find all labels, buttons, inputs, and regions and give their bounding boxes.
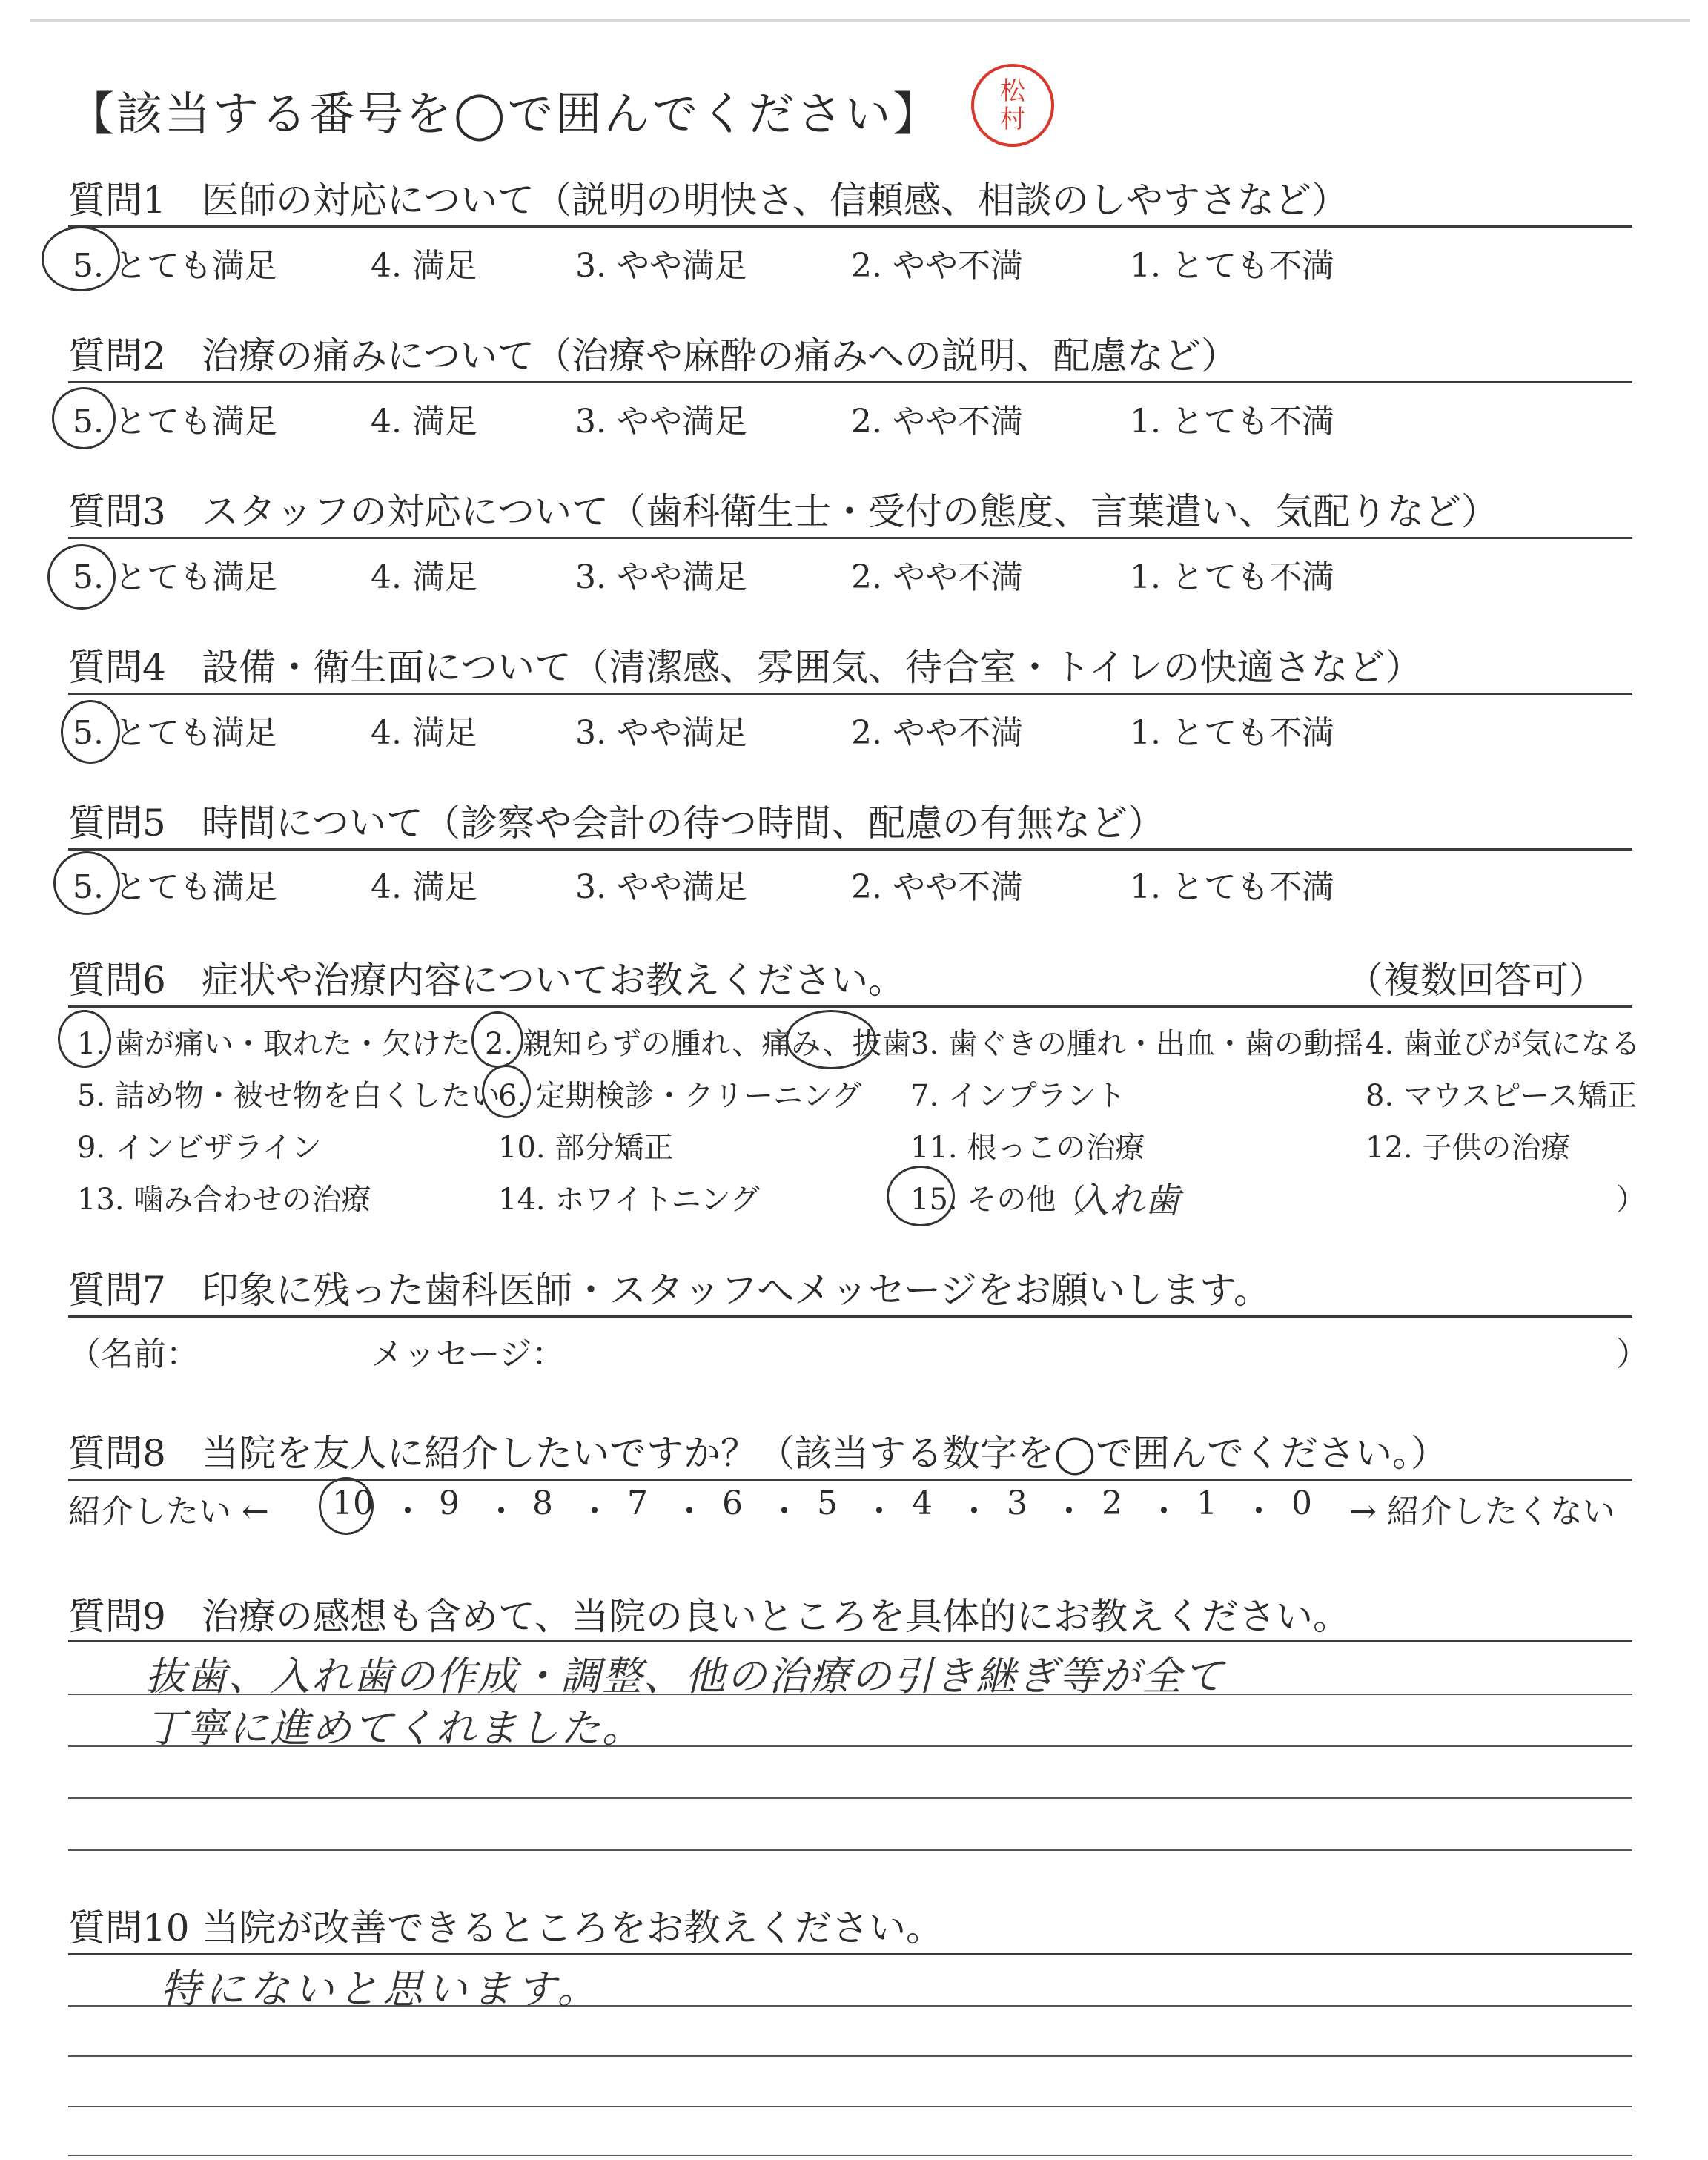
- q6-other-answer: 入れ歯: [1073, 1180, 1181, 1221]
- q5-option-5[interactable]: 5. とても満足: [73, 868, 277, 906]
- q8-dot: ・: [673, 1493, 706, 1530]
- q6-item-4[interactable]: 4. 歯並びが気になる: [1366, 1027, 1641, 1061]
- q6-circle-2: [471, 1011, 523, 1068]
- q8-left-label: 紹介したい ←: [68, 1493, 269, 1530]
- q3-rule: [68, 537, 1632, 539]
- q2-option-4[interactable]: 4. 満足: [371, 403, 477, 440]
- q8-heading: [68, 1424, 1448, 1477]
- q3-number: 質問3: [68, 490, 166, 533]
- q2-heading: [68, 326, 1238, 380]
- q1-option-1[interactable]: 1. とても不満: [1130, 247, 1334, 285]
- q8-dot: ・: [1053, 1493, 1085, 1530]
- q10-answer-line: [68, 2155, 1632, 2156]
- q5-number: 質問5: [68, 802, 166, 845]
- q8-score-4[interactable]: 4: [912, 1484, 933, 1522]
- q10-heading: [68, 1898, 943, 1952]
- q5-heading: [68, 793, 1165, 847]
- q5-option-4[interactable]: 4. 満足: [371, 868, 477, 906]
- q6-heading: [68, 951, 905, 1004]
- q8-text: 当院を友人に紹介したいですか？（該当する数字を◯で囲んでください。）: [202, 1432, 1448, 1475]
- q6-item-9[interactable]: 9. インビザライン: [77, 1131, 322, 1165]
- q3-answer-circle: [47, 544, 116, 610]
- q5-option-1[interactable]: 1. とても不満: [1130, 868, 1334, 906]
- stamp-top-char: 松: [1000, 76, 1025, 106]
- q8-right-label: → 紹介したくない: [1349, 1493, 1615, 1530]
- q6-circle-15: [887, 1166, 955, 1226]
- q6-circle-1: [58, 1010, 111, 1068]
- q4-text: 設備・衛生面について（清潔感、雰囲気、待合室・トイレの快適さなど）: [202, 646, 1423, 689]
- top-border: [30, 19, 1690, 22]
- q6-item-3[interactable]: 3. 歯ぐきの腫れ・出血・歯の動揺: [910, 1027, 1363, 1061]
- q3-option-3[interactable]: 3. やや満足: [575, 558, 747, 596]
- q6-circle-extraction: [786, 1010, 876, 1069]
- q5-text: 時間について（診察や会計の待つ時間、配慮の有無など）: [202, 802, 1165, 845]
- q8-score-1[interactable]: 1: [1196, 1484, 1217, 1522]
- q8-score-7[interactable]: 7: [627, 1484, 648, 1522]
- q6-rule: [68, 1005, 1632, 1008]
- q8-dot: ・: [1148, 1493, 1180, 1530]
- q1-number: 質問1: [68, 179, 166, 222]
- q5-option-2[interactable]: 2. やや不満: [851, 868, 1023, 906]
- q4-number: 質問4: [68, 646, 166, 689]
- q6-item-1[interactable]: 1. 歯が痛い・取れた・欠けた: [77, 1027, 471, 1061]
- q5-option-3[interactable]: 3. やや満足: [575, 868, 747, 906]
- q7-heading: [68, 1261, 1271, 1314]
- q7-number: 質問7: [68, 1269, 166, 1312]
- q8-dot: ・: [391, 1493, 424, 1530]
- q3-text: スタッフの対応について（歯科衛生士・受付の態度、言葉遣い、気配りなど）: [202, 490, 1498, 533]
- q8-score-6[interactable]: 6: [722, 1484, 743, 1522]
- q1-option-3[interactable]: 3. やや満足: [575, 247, 747, 285]
- q6-item-13[interactable]: 13. 噛み合わせの治療: [77, 1183, 371, 1217]
- q10-answer-line: [68, 2055, 1632, 2057]
- q6-multiple-note: （複数回答可）: [1346, 959, 1606, 1002]
- q6-number: 質問6: [68, 959, 166, 1002]
- q7-rule: [68, 1315, 1632, 1318]
- q2-text: 治療の痛みについて（治療や麻酔の痛みへの説明、配慮など）: [202, 334, 1238, 377]
- q8-dot: ・: [1242, 1493, 1275, 1530]
- q8-dot: ・: [863, 1493, 896, 1530]
- q1-heading: [68, 171, 1348, 224]
- q7-text: 印象に残った歯科医師・スタッフへメッセージをお願いします。: [202, 1269, 1271, 1312]
- q6-item-12[interactable]: 12. 子供の治療: [1366, 1131, 1571, 1165]
- q9-rule: [68, 1640, 1632, 1642]
- q5-answer-circle: [53, 851, 120, 915]
- q6-item-5[interactable]: 5. 詰め物・被せ物を白くしたい: [77, 1079, 500, 1113]
- q4-heading: [68, 638, 1423, 691]
- q4-rule: [68, 693, 1632, 695]
- q2-option-3[interactable]: 3. やや満足: [575, 403, 747, 440]
- q8-dot: ・: [768, 1493, 801, 1530]
- q4-option-3[interactable]: 3. やや満足: [575, 714, 747, 752]
- q3-option-5[interactable]: 5. とても満足: [73, 558, 277, 596]
- q3-option-2[interactable]: 2. やや不満: [851, 558, 1023, 596]
- q8-score-3[interactable]: 3: [1007, 1484, 1027, 1522]
- q6-item-10[interactable]: 10. 部分矯正: [498, 1131, 674, 1165]
- q3-heading: [68, 482, 1498, 535]
- q1-answer-circle: [42, 226, 120, 291]
- q4-option-1[interactable]: 1. とても不満: [1130, 714, 1334, 752]
- q9-number: 質問9: [68, 1595, 166, 1638]
- q10-text: 当院が改善できるところをお教えください。: [202, 1906, 943, 1949]
- q4-option-4[interactable]: 4. 満足: [371, 714, 477, 752]
- stamp-bottom-char: 村: [1000, 105, 1025, 134]
- q10-answer-line: [68, 2106, 1632, 2107]
- q6-item-15-other[interactable]: 15. その他（: [910, 1183, 1086, 1217]
- form-title: 【該当する番号を◯で囲んでください】: [68, 87, 941, 141]
- q10-answer: 特にないと思います。: [160, 1966, 602, 2012]
- q8-score-2[interactable]: 2: [1102, 1484, 1122, 1522]
- q3-option-4[interactable]: 4. 満足: [371, 558, 477, 596]
- q2-number: 質問2: [68, 334, 166, 377]
- q2-option-5[interactable]: 5. とても満足: [73, 403, 277, 440]
- q9-heading: [68, 1587, 1350, 1640]
- q4-answer-circle: [61, 700, 120, 764]
- q7-close-paren: ）: [1616, 1335, 1649, 1373]
- q3-option-1[interactable]: 1. とても不満: [1130, 558, 1334, 596]
- q6-item-8[interactable]: 8. マウスピース矯正: [1366, 1079, 1638, 1113]
- q5-rule: [68, 848, 1632, 851]
- q7-message-label: メッセージ：: [371, 1335, 565, 1373]
- q6-item-7[interactable]: 7. インプラント: [910, 1079, 1126, 1113]
- q8-dot: ・: [958, 1493, 990, 1530]
- q6-item-14[interactable]: 14. ホワイトニング: [498, 1183, 760, 1217]
- q2-answer-circle: [52, 387, 116, 449]
- q9-answer-line: [68, 1797, 1632, 1799]
- q1-option-4[interactable]: 4. 満足: [371, 247, 477, 285]
- q8-score-8[interactable]: 8: [532, 1484, 553, 1522]
- q6-item-6[interactable]: 6. 定期検診・クリーニング: [498, 1079, 862, 1113]
- q2-option-2[interactable]: 2. やや不満: [851, 403, 1023, 440]
- q10-rule: [68, 1953, 1632, 1955]
- q8-dot: ・: [485, 1493, 517, 1530]
- q9-text: 治療の感想も含めて、当院の良いところを具体的にお教えください。: [202, 1595, 1350, 1638]
- q8-rule: [68, 1479, 1632, 1481]
- q8-score-0[interactable]: 0: [1291, 1484, 1312, 1522]
- q4-option-2[interactable]: 2. やや不満: [851, 714, 1023, 752]
- q8-number: 質問8: [68, 1432, 166, 1475]
- q9-answer-line: [68, 1849, 1632, 1851]
- q1-text: 医師の対応について（説明の明快さ、信頼感、相談のしやすさなど）: [202, 179, 1348, 222]
- q2-rule: [68, 381, 1632, 383]
- q8-score-10[interactable]: 10: [332, 1484, 374, 1522]
- q6-other-close: ）: [1616, 1183, 1646, 1217]
- q7-name-label: （名前：: [68, 1335, 199, 1373]
- q1-option-2[interactable]: 2. やや不満: [851, 247, 1023, 285]
- q8-dot: ・: [578, 1493, 611, 1530]
- q10-number: 質問10: [68, 1906, 190, 1949]
- q6-text: 症状や治療内容についてお教えください。: [202, 959, 905, 1002]
- q9-answer-line-1: 抜歯、入れ歯の作成・調整、他の治療の引き継ぎ等が全て: [145, 1653, 1225, 1700]
- q8-answer-circle: [319, 1477, 374, 1535]
- q6-circle-6: [482, 1065, 531, 1118]
- q8-score-5[interactable]: 5: [817, 1484, 838, 1522]
- q6-item-2[interactable]: 2. 親知らずの腫れ、痛み、抜歯: [485, 1027, 912, 1061]
- q9-answer-line-2: 丁寧に進めてくれました。: [145, 1705, 643, 1751]
- q8-score-9[interactable]: 9: [439, 1484, 460, 1522]
- q2-option-1[interactable]: 1. とても不満: [1130, 403, 1334, 440]
- seal-stamp: [971, 64, 1054, 147]
- q4-option-5[interactable]: 5. とても満足: [73, 714, 277, 752]
- q1-option-5[interactable]: 5. とても満足: [73, 247, 277, 285]
- q1-rule: [68, 225, 1632, 228]
- q6-item-11[interactable]: 11. 根っこの治療: [910, 1131, 1145, 1165]
